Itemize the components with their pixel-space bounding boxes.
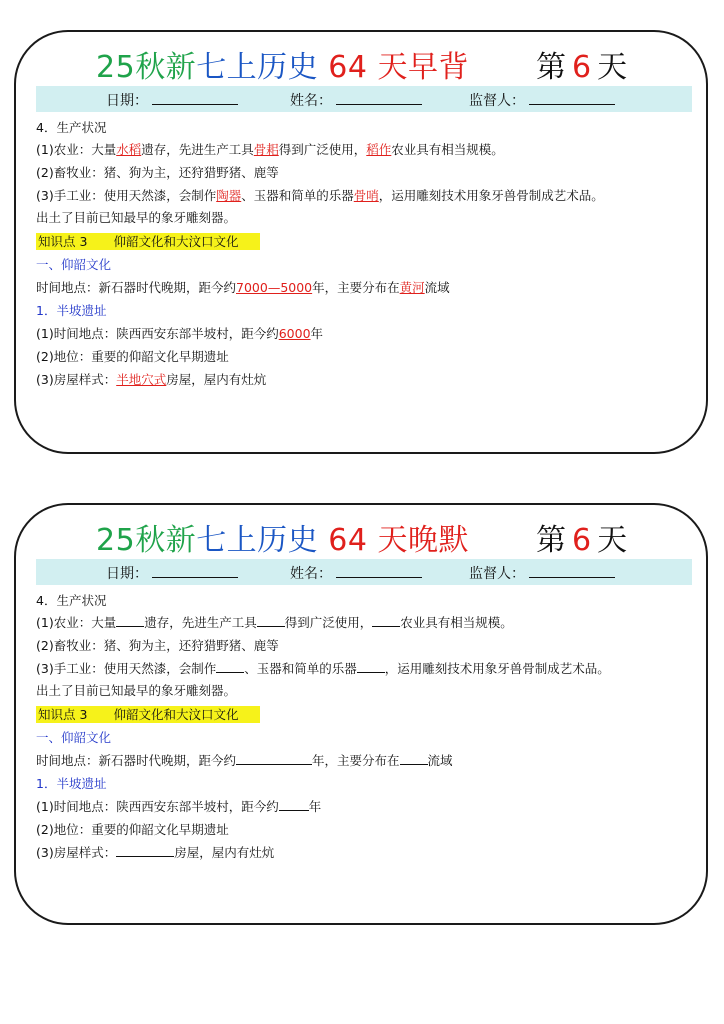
text: (3)房屋样式： <box>36 845 117 860</box>
title-number: 25 <box>96 523 136 558</box>
evening-card <box>14 503 708 925</box>
text: 得到广泛使用， <box>284 615 373 630</box>
knowledge-point-highlight <box>36 233 260 250</box>
banpo-status-line: (2)地位：重要的仰韶文化早期遗址 <box>36 349 229 364</box>
text: (3)房屋样式： <box>36 372 117 387</box>
name-blank[interactable] <box>336 564 422 578</box>
text: 、玉器和简单的乐器 <box>241 188 354 203</box>
fill-blank[interactable] <box>116 844 174 857</box>
title-plan: 64 天早背 <box>328 50 469 85</box>
knowledge-point <box>36 232 260 250</box>
title-subject: 七上历史 <box>196 50 319 85</box>
day-suffix: 天 <box>597 523 628 558</box>
text: 流域 <box>424 280 450 295</box>
husbandry-line: (2)畜牧业：猪、狗为主，还狩猎野猪、鹿等 <box>36 638 279 653</box>
answer-rice: 水稻 <box>116 142 142 157</box>
date-blank[interactable] <box>152 564 238 578</box>
card-title <box>16 40 706 84</box>
kp-title: 仰韶文化和大汶口文化 <box>113 707 239 722</box>
answer-yellow-river: 黄河 <box>399 280 425 295</box>
page-title <box>96 42 469 86</box>
title-season: 秋新 <box>135 523 197 558</box>
banpo-time-line <box>36 324 323 342</box>
text: 农业具有相当规模。 <box>400 615 513 630</box>
name-label: 姓名： <box>290 566 332 582</box>
name-label: 姓名： <box>290 93 332 109</box>
fill-blank[interactable] <box>279 798 309 811</box>
text: (3)手工业：使用天然漆，会制作 <box>36 188 217 203</box>
text: 、玉器和简单的乐器 <box>244 661 357 676</box>
title-plan: 64 天晚默 <box>328 523 469 558</box>
kp-number: 知识点 3 <box>38 707 88 722</box>
text: 时间地点：新石器时代晚期，距今约 <box>36 280 237 295</box>
text: (1)时间地点：陕西西安东部半坡村，距今约 <box>36 799 279 814</box>
answer-6000: 6000 <box>278 326 311 341</box>
section-heading: 4．生产状况 <box>36 593 107 608</box>
kp-title: 仰韶文化和大汶口文化 <box>113 234 239 249</box>
text: 房屋，屋内有灶炕 <box>166 372 267 387</box>
subheading-yangshao: 一、仰韶文化 <box>36 257 112 272</box>
title-subject: 七上历史 <box>196 523 319 558</box>
text: 流域 <box>427 753 453 768</box>
day-label <box>536 42 627 86</box>
title-number: 25 <box>96 50 136 85</box>
answer-rice-farming: 稻作 <box>366 142 392 157</box>
answer-years: 7000—5000 <box>236 280 313 295</box>
ivory-line: 出土了目前已知最早的象牙雕刻器。 <box>36 683 237 698</box>
supervisor-label: 监督人： <box>469 93 525 109</box>
day-number: 6 <box>572 523 592 558</box>
subheading-banpo: 1．半坡遗址 <box>36 303 107 318</box>
husbandry-line: (2)畜牧业：猪、狗为主，还狩猎野猪、鹿等 <box>36 165 279 180</box>
title-season: 秋新 <box>135 50 197 85</box>
text: ，运用雕刻技术用象牙兽骨制成艺术品。 <box>384 661 610 676</box>
supervisor-label: 监督人： <box>469 566 525 582</box>
morning-card <box>14 30 708 454</box>
day-label <box>536 515 627 559</box>
answer-bone-plough: 骨耜 <box>253 142 279 157</box>
date-blank[interactable] <box>152 91 238 105</box>
date-label: 日期： <box>106 566 148 582</box>
subheading-banpo: 1．半坡遗址 <box>36 776 107 791</box>
time-place-line <box>36 278 450 296</box>
agriculture-line <box>36 613 513 631</box>
info-bar <box>36 559 692 585</box>
day-prefix: 第 <box>536 50 566 85</box>
text: ，运用雕刻技术用象牙兽骨制成艺术品。 <box>378 188 604 203</box>
answer-pottery: 陶器 <box>216 188 242 203</box>
page-title <box>96 515 469 559</box>
supervisor-blank[interactable] <box>529 564 615 578</box>
text: 年，主要分布在 <box>312 753 400 768</box>
supervisor-field[interactable] <box>469 563 615 583</box>
text: 年 <box>308 799 322 814</box>
day-suffix: 天 <box>597 50 628 85</box>
answer-semi-pit: 半地穴式 <box>116 372 167 387</box>
fill-blank[interactable] <box>400 752 428 765</box>
text: 时间地点：新石器时代晚期，距今约 <box>36 753 237 768</box>
kp-number: 知识点 3 <box>38 234 88 249</box>
text: 得到广泛使用， <box>278 142 367 157</box>
supervisor-blank[interactable] <box>529 91 615 105</box>
fill-blank[interactable] <box>357 660 385 673</box>
house-style-line <box>36 843 274 861</box>
text: 遗存，先进生产工具 <box>141 142 254 157</box>
fill-blank[interactable] <box>257 614 285 627</box>
answer-bone-whistle: 骨哨 <box>353 188 379 203</box>
supervisor-field[interactable] <box>469 90 615 110</box>
knowledge-point-highlight <box>36 706 260 723</box>
fill-blank[interactable] <box>372 614 400 627</box>
name-field[interactable] <box>290 90 422 110</box>
handicraft-line <box>36 659 610 677</box>
subheading-yangshao: 一、仰韶文化 <box>36 730 112 745</box>
date-field[interactable] <box>106 563 238 583</box>
name-blank[interactable] <box>336 91 422 105</box>
fill-blank[interactable] <box>236 752 312 765</box>
banpo-status-line: (2)地位：重要的仰韶文化早期遗址 <box>36 822 229 837</box>
time-place-line <box>36 751 453 769</box>
house-style-line <box>36 370 266 388</box>
knowledge-point <box>36 705 260 723</box>
banpo-time-line <box>36 797 321 815</box>
agriculture-line <box>36 140 504 158</box>
text: 年 <box>310 326 324 341</box>
card-title <box>16 513 706 557</box>
text: 年，主要分布在 <box>312 280 400 295</box>
ivory-line: 出土了目前已知最早的象牙雕刻器。 <box>36 210 237 225</box>
name-field[interactable] <box>290 563 422 583</box>
info-bar <box>36 86 692 112</box>
text: (1)农业：大量 <box>36 142 117 157</box>
text: 房屋，屋内有灶炕 <box>174 845 275 860</box>
text: (3)手工业：使用天然漆，会制作 <box>36 661 217 676</box>
date-label: 日期： <box>106 93 148 109</box>
handicraft-line <box>36 186 604 204</box>
section-heading: 4．生产状况 <box>36 120 107 135</box>
fill-blank[interactable] <box>116 614 144 627</box>
date-field[interactable] <box>106 90 238 110</box>
text: (1)农业：大量 <box>36 615 117 630</box>
text: 农业具有相当规模。 <box>391 142 504 157</box>
day-prefix: 第 <box>536 523 566 558</box>
day-number: 6 <box>572 50 592 85</box>
text: 遗存，先进生产工具 <box>144 615 257 630</box>
text: (1)时间地点：陕西西安东部半坡村，距今约 <box>36 326 279 341</box>
fill-blank[interactable] <box>216 660 244 673</box>
